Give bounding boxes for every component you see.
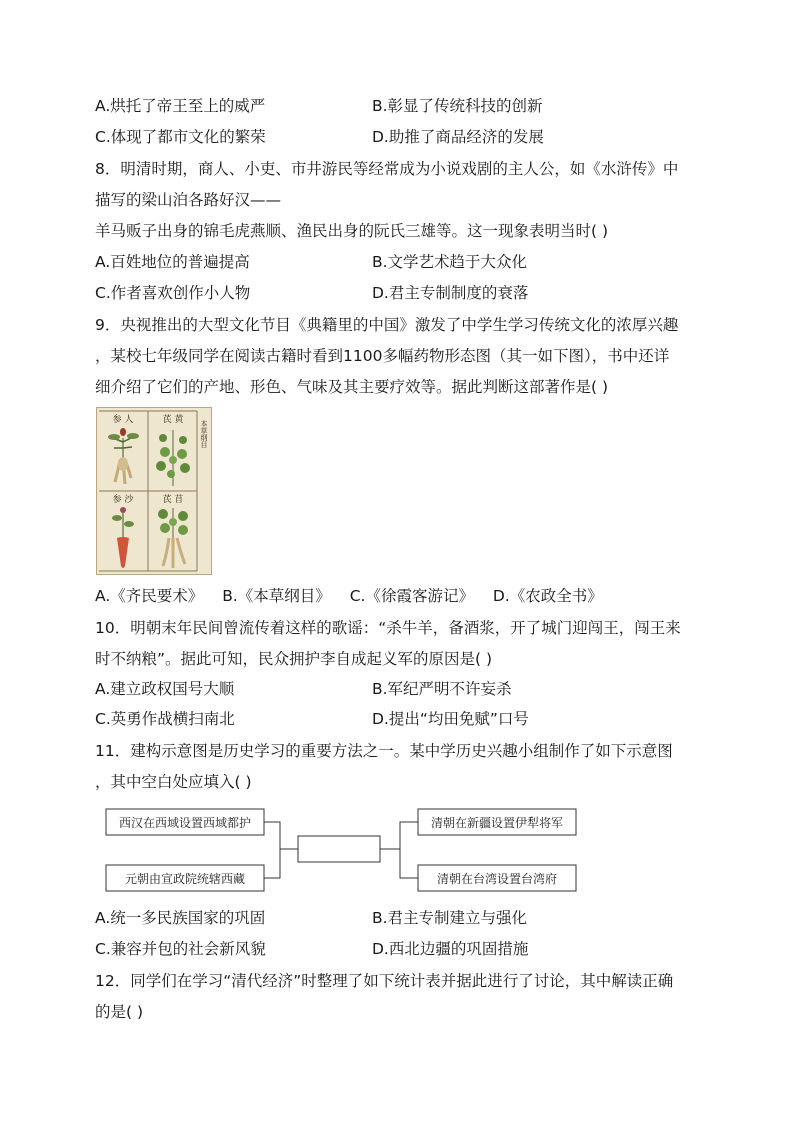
q8-stem-line-2: 描写的梁山泊各路好汉—— [95, 191, 282, 209]
q10-stem-line-2: 时不纳粮”。据此可知，民众拥护李自成起义军的原因是( ) [95, 650, 493, 668]
q10-option-c[interactable]: C.英勇作战横扫南北 [95, 710, 235, 728]
q11-stem-line-2: ，其中空白处应填入( ) [95, 773, 252, 791]
diagram-box-center-blank [298, 836, 380, 862]
herbal-plate-image [96, 407, 212, 575]
q8-option-a[interactable]: A.百姓地位的普遍提高 [95, 253, 250, 271]
q11-option-c[interactable]: C.兼容并包的社会新风貌 [95, 940, 266, 958]
plate-label-top-left: 参 人 [112, 415, 134, 425]
q8-option-c[interactable]: C.作者喜欢创作小人物 [95, 284, 251, 302]
q8-stem-line-3: 羊马贩子出身的锦毛虎燕顺、渔民出身的阮氏三雄等。这一现象表明当时( ) [95, 222, 609, 240]
diagram-text-left-top: 西汉在西域设置西域都护 [118, 816, 252, 830]
q9-stem-line-3: 细介绍了它们的产地、形色、气味及其主要疗效等。据此判断这部著作是( ) [95, 378, 609, 396]
plate-label-bottom-left: 参 沙 [112, 495, 134, 505]
plate-side-label: 本草纲目 [200, 420, 208, 448]
q9-option-a[interactable]: A.《齐民要术》 [95, 587, 204, 605]
q12-stem-line-2: 的是( ) [95, 1003, 144, 1021]
q8-option-d[interactable]: D.君主专制制度的衰落 [372, 284, 529, 302]
q9-option-c[interactable]: C.《徐霞客游记》 [349, 587, 474, 605]
q11-option-a[interactable]: A.统一多民族国家的巩固 [95, 909, 266, 927]
q10-stem-line-1: 10．明朝末年民间曾流传着这样的歌谣：“杀牛羊，备酒浆，开了城门迎闯王，闯王来 [95, 619, 681, 637]
diagram-text-left-bottom: 元朝由宣政院统辖西藏 [124, 872, 246, 886]
q11-diagram [100, 803, 590, 903]
q10-option-d[interactable]: D.提出“均田免赋”口号 [372, 710, 529, 728]
herbal-plate-drawing [97, 408, 211, 574]
q7-option-d[interactable]: D.助推了商品经济的发展 [372, 128, 544, 146]
q11-option-b[interactable]: B.君主专制建立与强化 [372, 909, 528, 927]
q8-stem-line-1: 8．明清时期，商人、小吏、市井游民等经常成为小说戏剧的主人公，如《水浒传》中 [95, 160, 679, 178]
q8-option-b[interactable]: B.文学艺术趋于大众化 [372, 253, 528, 271]
q7-option-a[interactable]: A.烘托了帝王至上的威严 [95, 97, 266, 115]
q7-option-b[interactable]: B.彰显了传统科技的创新 [372, 97, 543, 115]
q10-option-a[interactable]: A.建立政权国号大顺 [95, 680, 235, 698]
plate-label-bottom-right: 芪 苜 [162, 495, 184, 505]
q10-option-b[interactable]: B.军纪严明不许妄杀 [372, 680, 512, 698]
q7-option-c[interactable]: C.体现了都市文化的繁荣 [95, 128, 266, 146]
plate-label-top-right: 芪 黄 [162, 415, 184, 425]
q12-stem-line-1: 12．同学们在学习“清代经济”时整理了如下统计表并据此进行了讨论，其中解读正确 [95, 972, 674, 990]
q9-stem-line-2: ，某校七年级同学在阅读古籍时看到1100多幅药物形态图（其一如下图），书中还详 [95, 347, 670, 365]
q11-stem-line-1: 11．建构示意图是历史学习的重要方法之一。某中学历史兴趣小组制作了如下示意图 [95, 742, 673, 760]
q11-option-d[interactable]: D.西北边疆的巩固措施 [372, 940, 529, 958]
diagram-text-right-top: 清朝在新疆设置伊犁将军 [430, 816, 564, 830]
q9-option-b[interactable]: B.《本草纲目》 [222, 587, 331, 605]
q9-stem-line-1: 9．央视推出的大型文化节目《典籍里的中国》激发了中学生学习传统文化的浓厚兴趣 [95, 316, 679, 334]
diagram-text-right-bottom: 清朝在台湾设置台湾府 [436, 872, 558, 886]
q9-options-row [95, 585, 617, 607]
q9-option-d[interactable]: D.《农政全书》 [492, 587, 603, 605]
